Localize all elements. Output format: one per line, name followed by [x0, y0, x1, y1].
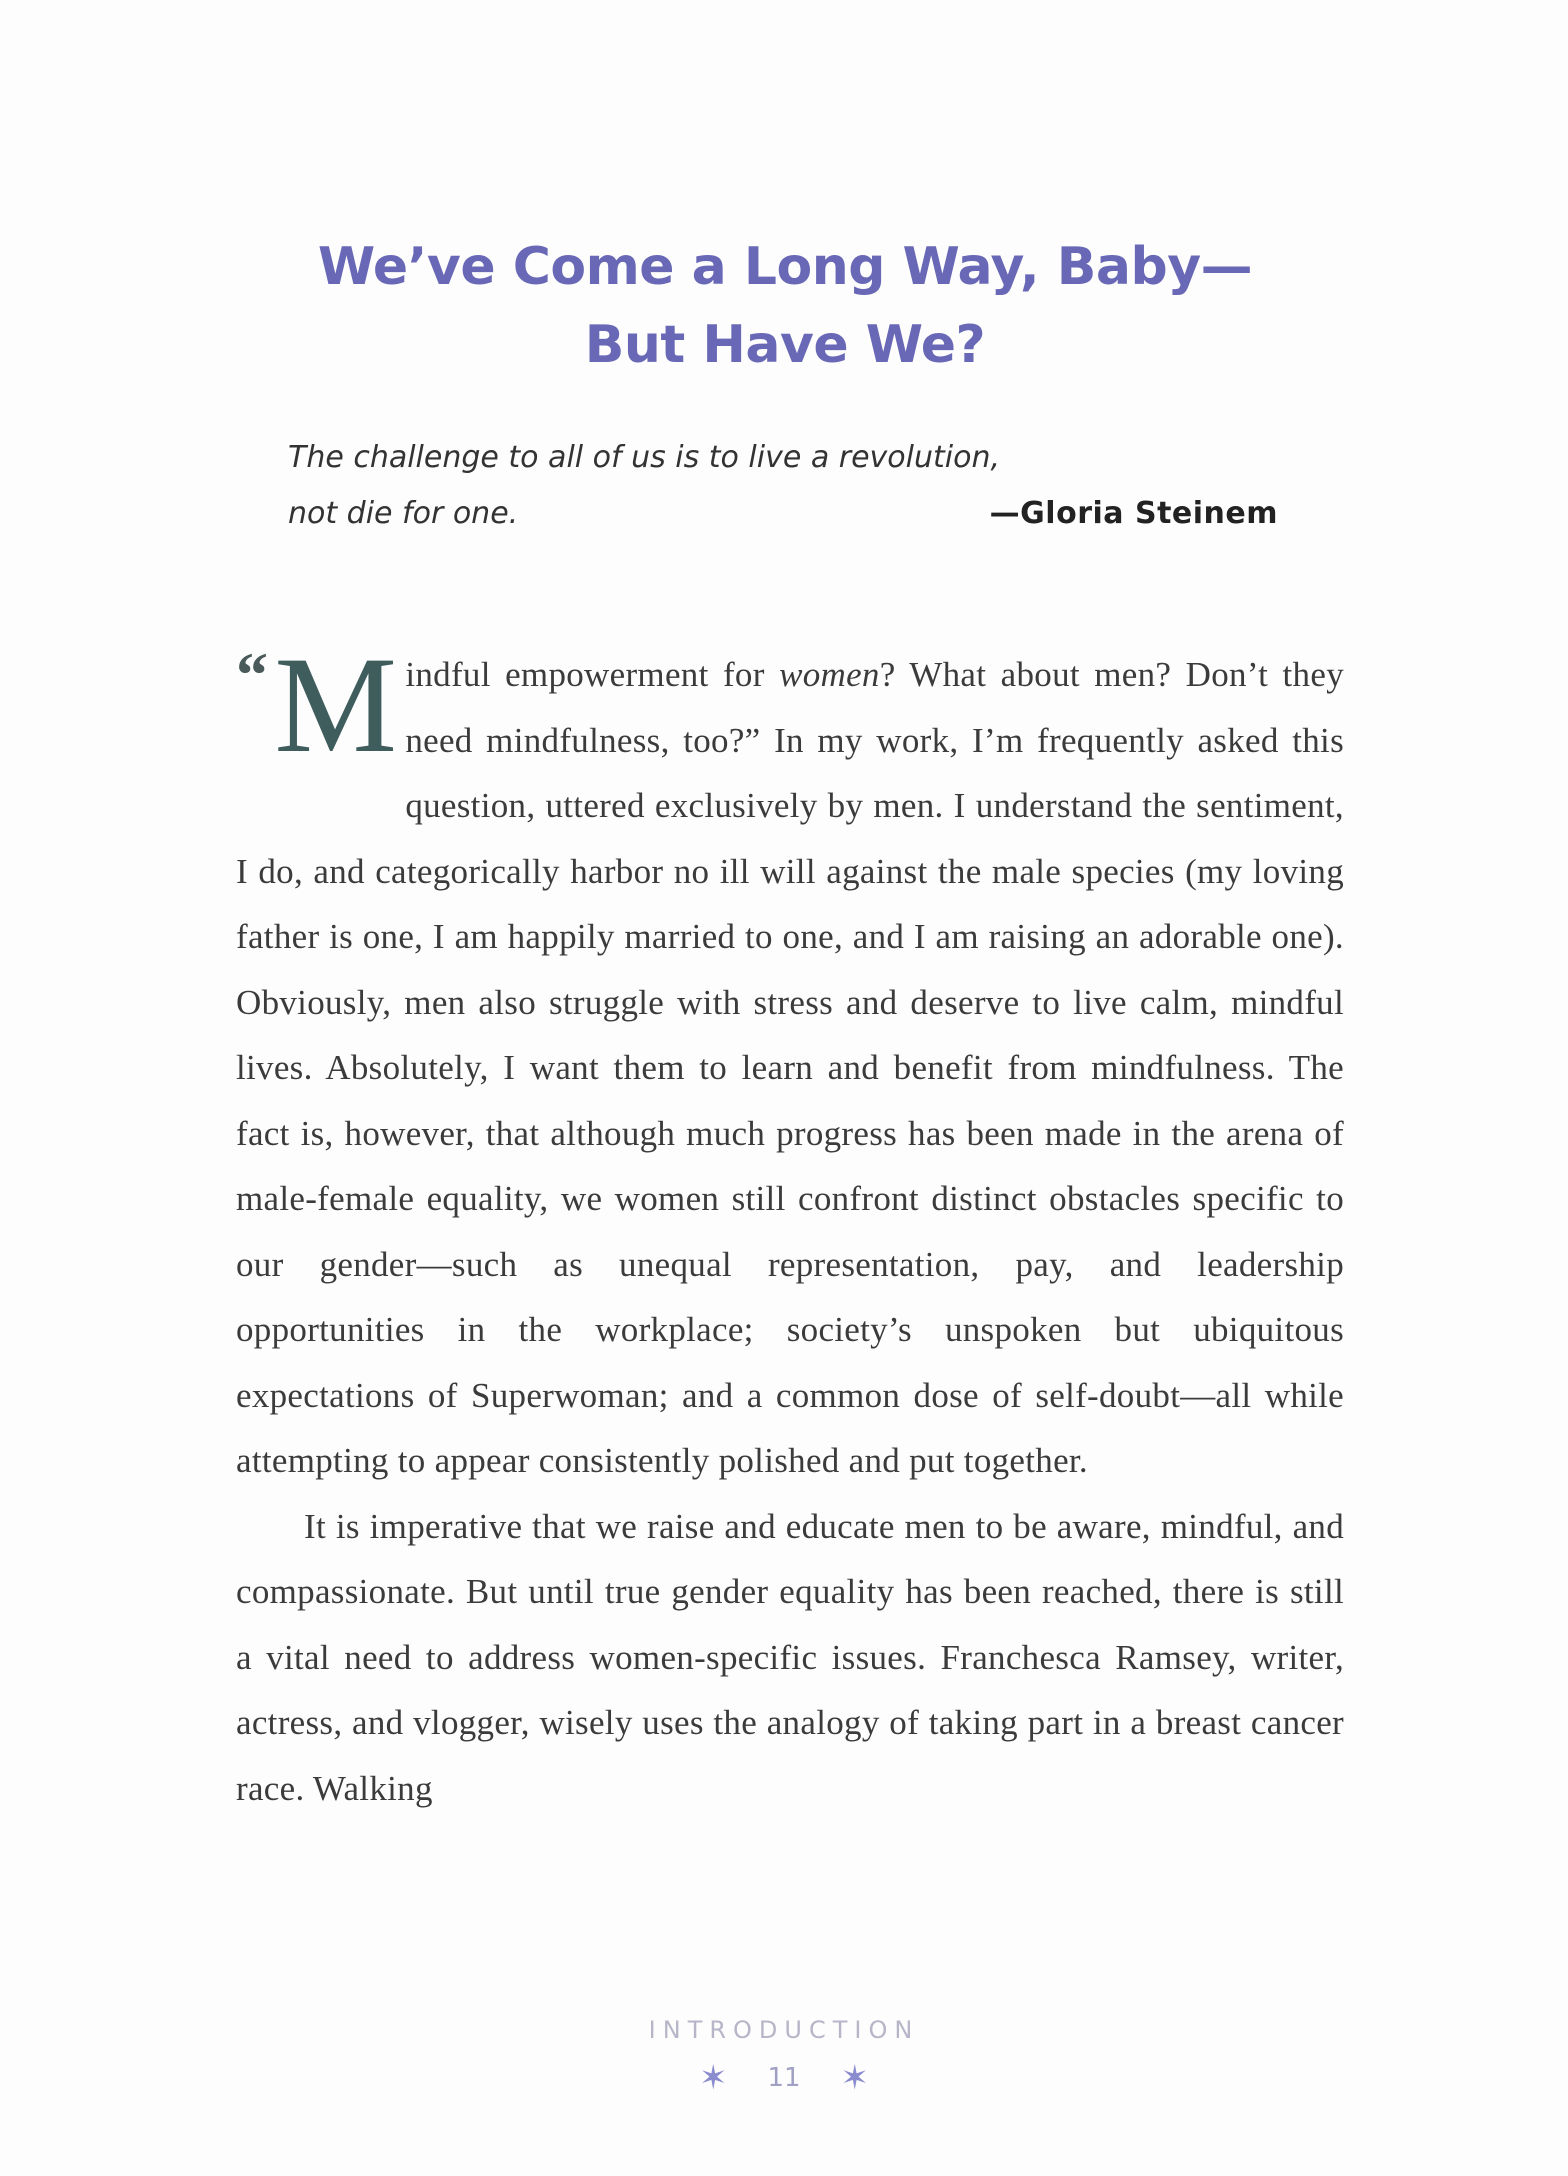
paragraph-1-text-b: ? What about men? Don’t they need mindfulness, too?” In my work, I’m frequently asked this question, uttered exclusively by men. I understand the sentiment, I do, and categorically harbor no ill will against the male species (my loving father is one, I am happily married to one, and I am raising an adorable one). Obviously, men also struggle with stress and deserve to live calm, mindful lives. Absolutely, I want them to learn and benefit from mindfulness. The fact is, however, that although much progress has been made in the arena of male-female equality, we women still confront distinct obstacles specific to our gender—such as unequal representation, pay, and leadership opportunities in the workplace; society’s unspoken but ubiquitous expectations of Superwoman; and a common dose of self-doubt—all while attempting to appear consistently polished and put together.	[236, 655, 1344, 1480]
paragraph-1	[236, 628, 1344, 1494]
dropcap-letter: M	[274, 628, 398, 781]
running-head: INTRODUCTION	[648, 2016, 920, 2044]
star-ornament-left-icon: ✶	[698, 2058, 728, 2098]
chapter-title-line-2: But Have We?	[584, 315, 986, 375]
epigraph-line-2: not die for one.	[288, 496, 519, 531]
folio	[0, 2058, 1568, 2098]
page-number: 11	[767, 2063, 801, 2093]
open-quote-mark: “	[236, 639, 269, 710]
dropcap-group	[236, 628, 398, 781]
paragraph-1-text-a: indful empowerment for	[405, 655, 780, 694]
page-footer	[0, 2016, 1568, 2098]
epigraph-line-1: The challenge to all of us is to live a revolution,	[288, 440, 1001, 475]
epigraph	[288, 430, 1288, 542]
paragraph-1-emphasis: women	[779, 655, 880, 694]
paragraph-2: It is imperative that we raise and educate men to be aware, mindful, and compassionate. But until true gender equality has been reached, there is still a vital need to address women-specific issues. Franchesca Ramsey, writer, actress, and vlogger, wisely uses the analogy of taking part in a breast cancer race. Walking	[236, 1506, 1344, 1808]
chapter-title-line-1: We’ve Come a Long Way, Baby—	[317, 237, 1253, 297]
star-ornament-right-icon: ✶	[840, 2058, 870, 2098]
chapter-title	[230, 228, 1340, 384]
epigraph-attribution: —Gloria Steinem	[989, 496, 1278, 531]
body-text	[236, 628, 1344, 1821]
